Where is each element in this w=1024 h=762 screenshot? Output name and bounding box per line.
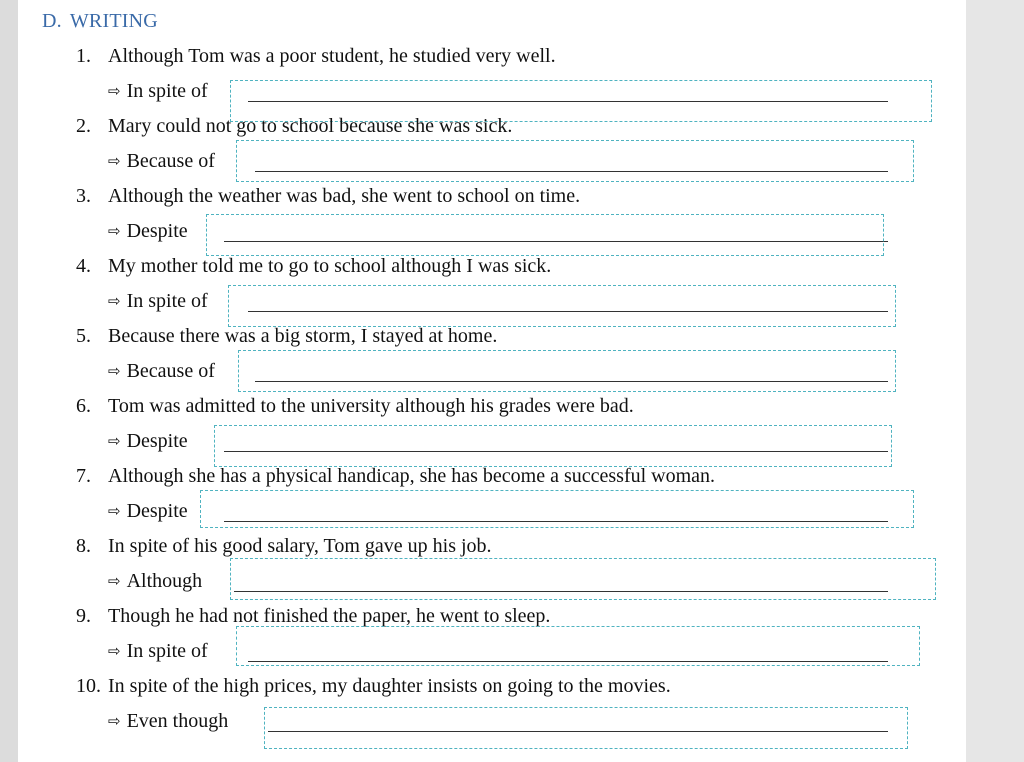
question-number: 7. bbox=[76, 465, 91, 487]
arrow-icon: ⇨ bbox=[108, 502, 121, 520]
question-sentence: In spite of his good salary, Tom gave up his job. bbox=[108, 535, 492, 557]
question-number: 5. bbox=[76, 325, 91, 347]
arrow-icon: ⇨ bbox=[108, 152, 121, 170]
answer-line bbox=[108, 150, 215, 173]
section-letter: D. bbox=[42, 10, 62, 32]
exercise-item-10 bbox=[18, 675, 966, 745]
arrow-icon: ⇨ bbox=[108, 572, 121, 590]
question-text bbox=[76, 465, 715, 488]
answer-prompt: Because of bbox=[126, 150, 215, 172]
answer-prompt: In spite of bbox=[126, 640, 208, 662]
section-title: WRITING bbox=[69, 10, 158, 32]
answer-prompt: In spite of bbox=[126, 80, 208, 102]
question-text bbox=[76, 325, 497, 348]
question-text bbox=[76, 395, 634, 418]
question-text bbox=[76, 185, 580, 208]
answer-line bbox=[108, 220, 188, 243]
exercise-item-8 bbox=[18, 535, 966, 605]
answer-blank[interactable] bbox=[255, 171, 888, 172]
question-sentence: My mother told me to go to school although I was sick. bbox=[108, 255, 552, 277]
answer-blank[interactable] bbox=[268, 731, 888, 732]
question-sentence: Tom was admitted to the university although his grades were bad. bbox=[108, 395, 634, 417]
question-sentence: Although the weather was bad, she went to school on time. bbox=[108, 185, 581, 207]
question-sentence: Because there was a big storm, I stayed at home. bbox=[108, 325, 498, 347]
answer-prompt: Even though bbox=[126, 710, 229, 732]
answer-line bbox=[108, 640, 208, 663]
arrow-icon: ⇨ bbox=[108, 222, 121, 240]
question-number: 10. bbox=[76, 675, 101, 697]
arrow-icon: ⇨ bbox=[108, 292, 121, 310]
question-number: 9. bbox=[76, 605, 91, 627]
question-text bbox=[76, 675, 671, 698]
answer-line bbox=[108, 290, 208, 313]
answer-blank[interactable] bbox=[248, 101, 888, 102]
page-margin-background bbox=[966, 0, 1024, 762]
question-number: 4. bbox=[76, 255, 91, 277]
question-sentence: Although Tom was a poor student, he studied very well. bbox=[108, 45, 556, 67]
answer-blank[interactable] bbox=[234, 591, 888, 592]
answer-line bbox=[108, 710, 228, 733]
answer-blank[interactable] bbox=[248, 311, 888, 312]
answer-blank[interactable] bbox=[224, 521, 888, 522]
question-sentence: Although she has a physical handicap, she has become a successful woman. bbox=[108, 465, 716, 487]
answer-prompt: Although bbox=[126, 570, 203, 592]
exercise-item-1 bbox=[18, 45, 966, 115]
question-number: 8. bbox=[76, 535, 91, 557]
answer-blank[interactable] bbox=[255, 381, 888, 382]
section-heading bbox=[42, 10, 158, 33]
worksheet-page bbox=[18, 0, 966, 762]
answer-prompt: Despite bbox=[126, 220, 188, 242]
exercise-item-2 bbox=[18, 115, 966, 185]
answer-blank[interactable] bbox=[248, 661, 888, 662]
exercise-item-4 bbox=[18, 255, 966, 325]
question-number: 6. bbox=[76, 395, 91, 417]
answer-blank[interactable] bbox=[224, 451, 888, 452]
answer-blank[interactable] bbox=[224, 241, 888, 242]
answer-line bbox=[108, 80, 208, 103]
exercise-item-9 bbox=[18, 605, 966, 675]
exercise-item-7 bbox=[18, 465, 966, 535]
arrow-icon: ⇨ bbox=[108, 82, 121, 100]
arrow-icon: ⇨ bbox=[108, 642, 121, 660]
question-text bbox=[76, 45, 556, 68]
arrow-icon: ⇨ bbox=[108, 432, 121, 450]
question-sentence: Though he had not finished the paper, he went to sleep. bbox=[108, 605, 551, 627]
question-number: 1. bbox=[76, 45, 91, 67]
question-sentence: In spite of the high prices, my daughter insists on going to the movies. bbox=[108, 675, 671, 697]
answer-line bbox=[108, 500, 188, 523]
question-text bbox=[76, 535, 492, 558]
question-number: 2. bbox=[76, 115, 91, 137]
question-text bbox=[76, 115, 512, 138]
question-text bbox=[76, 255, 551, 278]
answer-prompt: Despite bbox=[126, 430, 188, 452]
exercise-item-3 bbox=[18, 185, 966, 255]
question-text bbox=[76, 605, 550, 628]
question-number: 3. bbox=[76, 185, 91, 207]
answer-line bbox=[108, 570, 202, 593]
answer-prompt: In spite of bbox=[126, 290, 208, 312]
exercise-item-6 bbox=[18, 395, 966, 465]
answer-line bbox=[108, 360, 215, 383]
answer-line bbox=[108, 430, 188, 453]
arrow-icon: ⇨ bbox=[108, 362, 121, 380]
exercise-item-5 bbox=[18, 325, 966, 395]
question-sentence: Mary could not go to school because she was sick. bbox=[108, 115, 513, 137]
arrow-icon: ⇨ bbox=[108, 712, 121, 730]
answer-prompt: Despite bbox=[126, 500, 188, 522]
answer-prompt: Because of bbox=[126, 360, 215, 382]
